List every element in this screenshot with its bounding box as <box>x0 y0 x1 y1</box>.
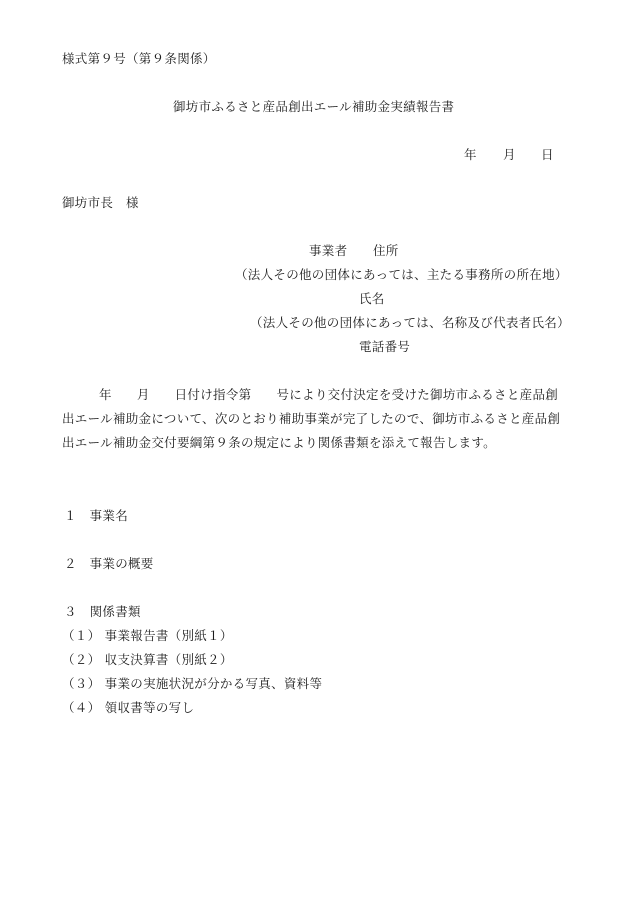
phone-label: 電話番号 <box>359 339 411 354</box>
report-line-3: 出エール補助金交付要綱第９条の規定により関係書類を添えて報告します。 <box>62 435 496 450</box>
document-item-3: （３） 事業の実施状況が分かる写真、資料等 <box>62 676 323 691</box>
document-title: 御坊市ふるさと産品創出エール補助金実績報告書 <box>173 99 455 114</box>
addressee: 御坊市長 様 <box>62 195 139 210</box>
report-paragraph <box>62 383 582 455</box>
report-line-2: 出エール補助金について、次のとおり補助事業が完了したので、御坊市ふるさと産品創 <box>62 411 561 426</box>
report-line-1 <box>62 383 582 407</box>
document-item-2: （２） 収支決算書（別紙２） <box>62 652 233 667</box>
name-label: 氏名 <box>359 291 385 306</box>
date-month-label: 月 <box>503 147 516 162</box>
form-number: 様式第９号（第９条関係） <box>62 51 216 66</box>
body-day-order: 日付け指令第 <box>174 387 252 402</box>
section-2-project-summary: ２ 事業の概要 <box>64 556 154 571</box>
date-year-label: 年 <box>464 147 477 162</box>
document-item-4: （４） 領収書等の写し <box>62 700 195 715</box>
address-note: （法人その他の団体にあっては、主たる事務所の所在地） <box>235 267 568 282</box>
address-label: 住所 <box>373 243 399 258</box>
body-month: 月 <box>136 387 150 402</box>
section-1-project-name: １ 事業名 <box>64 508 129 523</box>
section-3-related-documents: ３ 関係書類 <box>64 604 141 619</box>
date-day-label: 日 <box>541 147 554 162</box>
name-note: （法人その他の団体にあっては、名称及び代表者氏名） <box>250 315 570 330</box>
business-label: 事業者 <box>309 243 348 258</box>
body-order-text: 号により交付決定を受けた御坊市ふるさと産品創 <box>276 387 559 402</box>
document-item-1: （１） 事業報告書（別紙１） <box>62 628 233 643</box>
body-year: 年 <box>99 387 112 402</box>
